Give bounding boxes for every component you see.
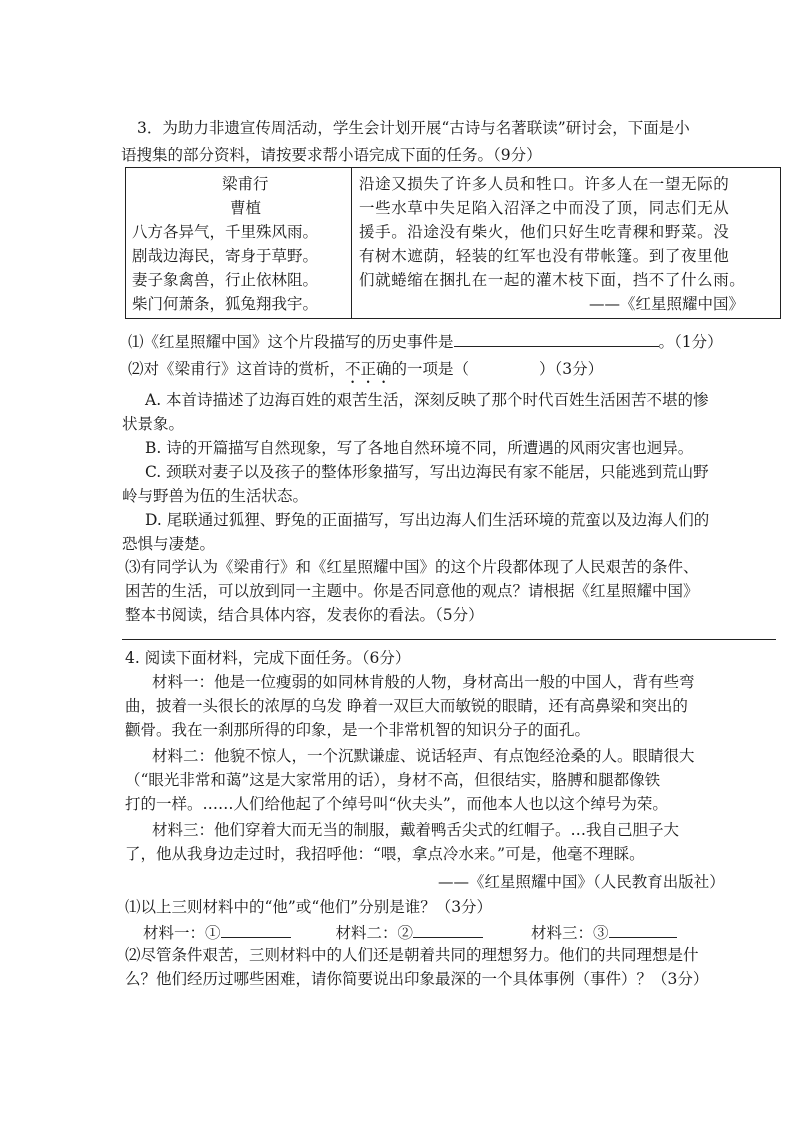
material-3-line-2: 了，他从我身边走过时，我招呼他：“喂，拿点冷水来。”可是，他毫不理睬。	[125, 845, 645, 863]
table-divider	[351, 168, 352, 318]
question-3-2	[128, 359, 603, 387]
materials-table	[125, 167, 781, 319]
material-2-line-1: 材料二：他貌不惊人，一个沉默谦虚、说话轻声、有点饱经沧桑的人。眼睛很大	[152, 747, 695, 765]
excerpt-line: 有树木遮荫，轻装的红军也没有带帐篷。到了夜里他	[359, 247, 730, 265]
question-4-1: ⑴以上三则材料中的“他”或“他们”分别是谁？（3分）	[125, 898, 493, 916]
answer-blank-3-1[interactable]	[454, 330, 659, 347]
material-3-source: ——《红星照耀中国》（人民教育出版社）	[438, 873, 725, 891]
question-3-intro-line-1: 3．为助力非遗宣传周活动，学生会计划开展“古诗与名著联读”研讨会，下面是小	[137, 119, 690, 137]
question-3-3-line-2: 困苦的生活，可以放到同一主题中。你是否同意他的观点？请根据《红星照耀中国》	[125, 582, 699, 600]
answer-blank-1[interactable]	[221, 921, 291, 938]
poem-line: 八方各异气，千里殊风雨。	[132, 223, 319, 241]
question-3-3-line-1: ⑶有同学认为《梁甫行》和《红星照耀中国》的这个片段都体现了人民艰苦的条件、	[125, 558, 699, 576]
excerpt-line: 沿途又损失了许多人员和牲口。许多人在一望无际的	[359, 175, 730, 193]
question-3-2-points: ）（3分）	[539, 360, 604, 378]
option-c-line-2: 岭与野兽为伍的生活状态。	[122, 487, 309, 505]
answer-blank-3[interactable]	[609, 921, 677, 938]
poem-line: 妻子象禽兽，行止依林阻。	[132, 271, 319, 289]
question-4-title: 4. 阅读下面材料，完成下面任务。（6分）	[125, 649, 411, 667]
material-1-line-3: 颧骨。我在一刹那所得的印象，是一个非常机智的知识分子的面孔。	[125, 721, 591, 739]
question-3-1	[128, 330, 723, 352]
excerpt-line: 一些水草中失足陷入沼泽之中而没了顶，同志们无从	[359, 199, 730, 217]
option-a-line-2: 状景象。	[122, 415, 185, 433]
material-3-line-1: 材料三：他们穿着大而无当的制服，戴着鸭舌尖式的红帽子。…我自己胆子大	[152, 821, 680, 839]
question-3-2-pre: ⑵对《梁甫行》这首诗的赏析，	[128, 360, 346, 378]
excerpt-line: 援手。沿途没有柴火，他们只好生吃青稞和野菜。没	[359, 223, 730, 241]
option-b-line-1: B. 诗的开篇描写自然现象，写了各地自然环境不同，所遭遇的风雨灾害也迥异。	[145, 439, 694, 457]
option-d-line-2: 恐惧与凄楚。	[122, 535, 216, 553]
question-4-1-answers	[143, 921, 677, 943]
answer-label-3: 材料三：③	[531, 924, 609, 942]
excerpt-line: 们就蜷缩在捆扎在一起的灌木枝下面，挡不了什么雨。	[359, 271, 746, 289]
poem-author: 曹植	[230, 199, 262, 217]
material-1-line-1: 材料一：他是一位瘦弱的如同林肯般的人物，身材高出一般的中国人，背有些弯	[152, 673, 695, 691]
question-3-2-post: 的一项是（	[391, 360, 470, 378]
material-1-line-2: 曲，披着一头很长的浓厚的乌发 睁着一双巨大而敏锐的眼睛，还有高鼻梁和突出的	[125, 697, 688, 715]
material-2-line-3: 打的一样。……人们给他起了个绰号叫“伙夫头”，而他本人也以这个绰号为荣。	[125, 795, 668, 813]
question-3-2-emphasis: 不正确	[345, 360, 392, 378]
option-d-line-1: D. 尾联通过狐狸、野兔的正面描写，写出边海人们生活环境的荒蛮以及边海人们的	[145, 511, 710, 529]
option-a-line-1: A. 本首诗描述了边海百姓的艰苦生活，深刻反映了那个时代百姓生活困苦不堪的惨	[145, 391, 709, 409]
question-3-1-text: ⑴《红星照耀中国》这个片段描写的历史事件是	[128, 333, 454, 351]
question-3-1-points: 。（1分）	[658, 333, 723, 351]
option-c-line-1: C. 颈联对妻子以及孩子的整体形象描写，写出边海民有家不能居，只能逃到荒山野	[145, 463, 709, 481]
answer-label-2: 材料二：②	[335, 924, 414, 942]
answer-blank-2[interactable]	[413, 921, 483, 938]
question-4-2-line-2: 么？他们经历过哪些困难，请你简要说出印象最深的一个具体事例（事件）？（3分）	[125, 970, 709, 988]
excerpt-source: ——《红星照耀中国》	[589, 295, 745, 313]
question-3-intro-line-2: 语搜集的部分资料，请按要求帮小语完成下面的任务。（9分）	[121, 146, 542, 164]
question-4-2-line-1: ⑵尽管条件艰苦，三则材料中的人们还是朝着共同的理想努力。他们的共同理想是什	[125, 946, 699, 964]
answer-label-1: 材料一：①	[143, 924, 221, 942]
poem-title: 梁甫行	[222, 175, 269, 193]
material-2-line-2: （“眼光非常和蔼”这是大家常用的话），身材不高，但很结实，胳膊和腿都像铁	[125, 771, 661, 789]
poem-line: 柴门何萧条，狐兔翔我宇。	[132, 295, 319, 313]
question-3-3-line-3: 整本书阅读，结合具体内容，发表你的看法。（5分）	[125, 606, 484, 624]
answer-line-3-3[interactable]	[122, 639, 776, 640]
poem-line: 剧哉边海民，寄身于草野。	[132, 247, 319, 265]
